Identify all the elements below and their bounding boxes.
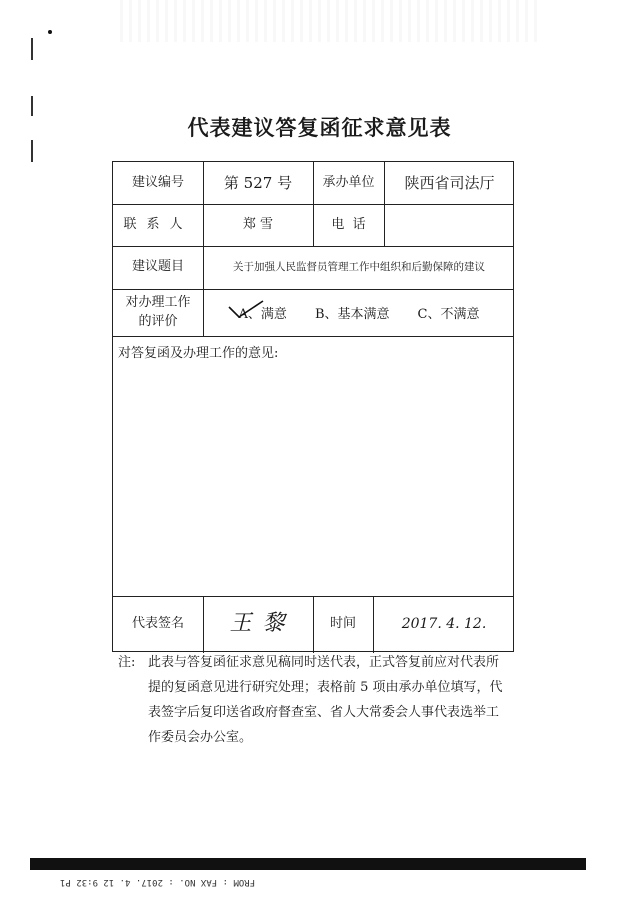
- contact-value: 郑 雪: [242, 216, 274, 232]
- scan-dot: [48, 30, 52, 34]
- footnote-line: 作委员会办公室。: [148, 730, 253, 745]
- footnote-label: 注:: [118, 655, 136, 670]
- signature-label: 代表签名: [131, 616, 184, 632]
- footnote-line: 表签字后复印送省政府督查室、省人大常委会人事代表选举工: [148, 705, 500, 720]
- phone-value[interactable]: [384, 204, 515, 246]
- contact-label: 联系人: [123, 216, 193, 232]
- handler-value: 陕西省司法厅: [404, 173, 495, 192]
- signature-value: 王 黎: [229, 611, 287, 637]
- footnote-line: 此表与答复函征求意见稿同时送代表，正式答复前应对代表所: [148, 655, 500, 670]
- topic-value: 关于加强人民监督员管理工作中组织和后勤保障的建议: [233, 261, 485, 274]
- time-value: 2017. 4. 12.: [401, 615, 487, 632]
- feedback-form-table: [112, 161, 514, 652]
- fax-footer: FROM : FAX NO. : 2017. 4. 12 9:32 P1: [60, 877, 256, 887]
- topic-label: 建议题目: [131, 259, 184, 275]
- scan-mark: [31, 140, 33, 162]
- eval-option-c[interactable]: C、不满意: [417, 307, 480, 322]
- eval-option-b[interactable]: B、基本满意: [314, 307, 390, 322]
- eval-options: [203, 289, 515, 336]
- scan-bottom-bar: [30, 858, 586, 870]
- scan-noise: [120, 0, 540, 42]
- checkmark-icon: [227, 299, 267, 321]
- form-title: 代表建议答复函征求意见表: [187, 115, 452, 140]
- opinion-area[interactable]: [113, 336, 515, 596]
- opinion-label: 对答复函及办理工作的意见:: [118, 346, 279, 361]
- time-label: 时间: [329, 616, 356, 632]
- proposal-no-label: 建议编号: [131, 174, 184, 190]
- footnote-line: 提的复函意见进行研究处理；表格前 5 项由承办单位填写，代: [148, 680, 503, 695]
- phone-label: 电 话: [331, 216, 366, 232]
- eval-label: 对办理工作的评价: [125, 295, 191, 329]
- scan-mark: [31, 38, 33, 60]
- handler-label: 承办单位: [322, 174, 375, 190]
- proposal-no-value: 第 527 号: [223, 173, 293, 192]
- eval-option-a[interactable]: A、满意: [239, 303, 287, 322]
